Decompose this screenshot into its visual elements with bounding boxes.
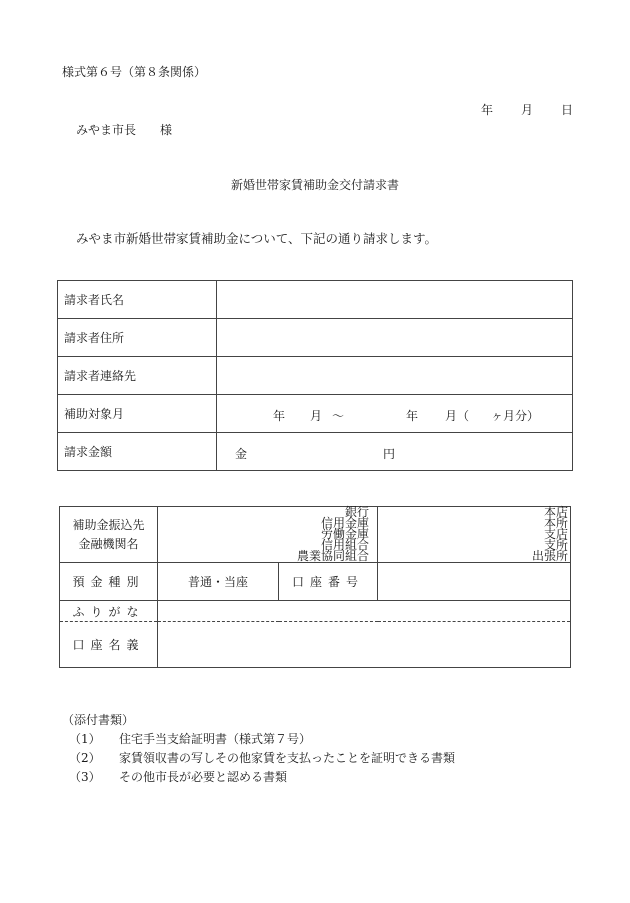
requester-name-label: 請求者氏名 <box>58 281 217 319</box>
bank-label-line2: 金融機関名 <box>78 536 139 551</box>
institution-type: 銀行 <box>344 505 369 519</box>
account-number-field[interactable] <box>378 563 571 601</box>
requester-name-field[interactable] <box>217 281 573 319</box>
addressee: みやま市長 様 <box>76 123 173 137</box>
subsidy-month-field[interactable] <box>217 395 573 433</box>
kin: 金 <box>235 447 248 461</box>
table-row <box>60 507 571 563</box>
subsidy-month-label: 補助対象月 <box>58 395 217 433</box>
branch-type: 本店 <box>543 505 568 519</box>
date-month: 月 <box>521 103 534 117</box>
deposit-type-value[interactable]: 普通・当座 <box>158 563 279 601</box>
month2: 月（ <box>445 409 470 423</box>
branch-type: 支所 <box>543 538 568 552</box>
institution-type: 農業協同組合 <box>296 549 369 563</box>
table-row <box>58 433 573 471</box>
attachment-item <box>69 768 287 785</box>
request-amount-field[interactable] <box>217 433 573 471</box>
furigana-label: ふりがな <box>60 601 158 622</box>
deposit-type-label: 預金種別 <box>60 563 158 601</box>
month1: 月 <box>310 409 323 423</box>
months-suffix: ヶ月分） <box>491 409 540 423</box>
document-title: 新婚世帯家賃補助金交付請求書 <box>230 178 399 192</box>
tilde: ～ <box>332 409 345 423</box>
institution-type: 信用金庫 <box>320 516 369 530</box>
institution-type: 信用組合 <box>320 538 369 552</box>
request-amount-label: 請求金額 <box>58 433 217 471</box>
attachment-item <box>69 730 311 747</box>
account-name-field[interactable] <box>158 622 571 668</box>
bank-label <box>60 507 158 563</box>
attachment-num: （3） <box>69 770 101 784</box>
attachment-text: その他市長が必要と認める書類 <box>119 770 288 784</box>
form-number: 様式第６号（第８条関係） <box>62 65 207 79</box>
branch-types[interactable] <box>378 507 571 563</box>
account-number-label: 口座番号 <box>279 563 378 601</box>
body-text: みやま市新婚世帯家賃補助金について、下記の通り請求します。 <box>76 231 438 246</box>
year1: 年 <box>273 409 286 423</box>
bank-table <box>59 506 571 668</box>
branch-type: 出張所 <box>531 549 568 563</box>
year2: 年 <box>406 409 419 423</box>
branch-type: 支店 <box>543 527 568 541</box>
date-year: 年 <box>481 103 494 117</box>
date-day: 日 <box>561 103 574 117</box>
yen: 円 <box>383 447 396 461</box>
requester-address-label: 請求者住所 <box>58 319 217 357</box>
attachment-text: 住宅手当支給証明書（様式第７号） <box>119 732 312 746</box>
table-row <box>58 281 573 319</box>
table-row <box>60 563 571 601</box>
branch-type: 本所 <box>543 516 568 530</box>
requester-contact-field[interactable] <box>217 357 573 395</box>
table-row <box>58 319 573 357</box>
furigana-field[interactable] <box>158 601 571 622</box>
date-line <box>481 101 573 118</box>
bank-label-line1: 補助金振込先 <box>72 517 145 532</box>
account-name-label: 口座名義 <box>60 622 158 668</box>
table-row <box>60 601 571 622</box>
table-row <box>60 622 571 668</box>
requester-contact-label: 請求者連絡先 <box>58 357 217 395</box>
request-table <box>57 280 573 471</box>
attachment-num: （2） <box>69 751 101 765</box>
institution-type: 労働金庫 <box>320 527 369 541</box>
institution-types[interactable] <box>158 507 378 563</box>
table-row <box>58 357 573 395</box>
attachments-heading: （添付書類） <box>62 713 135 727</box>
attachment-num: （1） <box>69 732 101 746</box>
attachment-text: 家賃領収書の写しその他家賃を支払ったことを証明できる書類 <box>119 751 456 765</box>
attachment-item <box>69 749 455 766</box>
requester-address-field[interactable] <box>217 319 573 357</box>
table-row <box>58 395 573 433</box>
